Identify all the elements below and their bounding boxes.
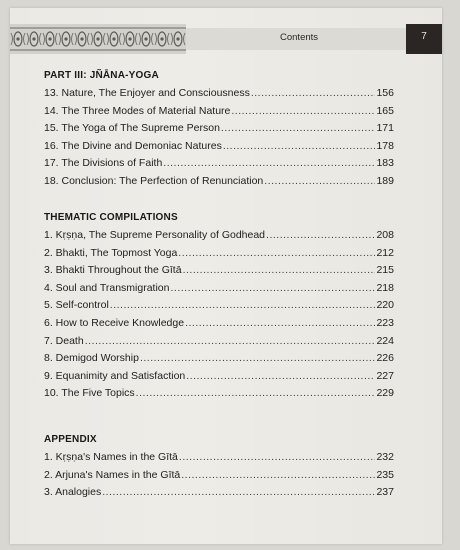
entry-page: 183 [376,157,394,170]
entry-label: 18. Conclusion: The Perfection of Renunciation [44,174,264,187]
entry-page: 156 [376,87,394,99]
dot-leader [185,315,375,333]
entry-page: 220 [376,299,394,312]
dot-leader [266,227,375,245]
entry-page: 229 [376,387,394,400]
toc-entry [44,138,394,156]
dot-leader [171,280,376,298]
section-title: PART III: JÑĀNA-YOGA [44,70,159,81]
entry-page: 189 [376,174,394,187]
toc-entry [44,385,394,403]
entry-label: 9. Equanimity and Satisfaction [44,369,186,382]
dot-leader [85,333,376,351]
dot-leader [231,103,375,121]
toc-entry [44,245,394,263]
entry-page: 171 [376,122,394,135]
entry-page: 212 [376,246,394,259]
entry-label: 6. How to Receive Knowledge [44,316,185,329]
entry-page: 208 [376,229,394,241]
entry-page: 165 [376,104,394,117]
book-page [10,8,442,544]
entry-page: 237 [376,486,394,499]
dot-leader [140,350,376,368]
dot-leader [178,245,375,263]
toc-entry [44,103,394,121]
entry-page: 218 [376,281,394,294]
entry-label: 14. The Three Modes of Material Nature [44,104,231,117]
dot-leader [186,368,375,386]
toc-entry [44,350,394,368]
entry-label: 1. Kṛṣṇa, The Supreme Personality of Godhead [44,229,266,241]
dot-leader [221,120,376,138]
entry-label: 7. Death [44,334,84,347]
entry-label: 1. Kṛṣṇa's Names in the Gītā [44,451,178,463]
section-jnana-yoga [44,70,394,191]
entry-label: 3. Analogies [44,486,102,499]
entry-label: 5. Self-control [44,299,109,312]
entry-label: 3. Bhakti Throughout the Gītā [44,264,182,277]
entry-page: 215 [376,264,394,277]
toc-entry [44,120,394,138]
section-title: APPENDIX [44,434,97,445]
toc-entry [44,173,394,191]
page-number: 7 [421,31,427,42]
entry-label: 2. Bhakti, The Topmost Yoga [44,246,178,259]
toc-entry [44,368,394,386]
page-header [10,24,442,54]
entry-page: 224 [376,334,394,347]
dot-leader [136,385,376,403]
dot-leader [110,297,376,315]
section-thematic-compilations [44,212,394,403]
dot-leader [183,262,376,280]
toc-entry [44,280,394,298]
entry-label: 15. The Yoga of The Supreme Person [44,122,220,135]
dot-leader [181,467,375,485]
toc-entry [44,333,394,351]
entry-page: 227 [376,369,394,382]
dot-leader [251,85,376,103]
entry-page: 178 [376,139,394,152]
entry-page: 223 [376,316,394,329]
entry-label: 8. Demigod Worship [44,352,139,365]
toc-entry [44,484,394,502]
entry-label: 10. The Five Topics [44,387,135,400]
dot-leader [102,484,375,502]
dot-leader [264,173,375,191]
toc-entry [44,155,394,173]
entry-label: 16. The Divine and Demoniac Natures [44,139,222,152]
ornament-pattern-icon [10,24,186,54]
entry-label: 4. Soul and Transmigration [44,281,170,294]
entry-label: 17. The Divisions of Faith [44,157,163,170]
toc-entry [44,449,394,467]
section-appendix [44,434,394,502]
toc-entry [44,85,394,103]
toc-entry [44,467,394,485]
toc-entry [44,297,394,315]
toc-entry [44,227,394,245]
toc-entry [44,315,394,333]
running-header-title: Contents [280,32,319,43]
section-title: THEMATIC COMPILATIONS [44,212,178,223]
page-number-tab [406,24,442,54]
ornamental-border [10,24,186,54]
dot-leader [179,449,376,467]
entry-page: 226 [376,352,394,365]
entry-page: 232 [376,451,394,463]
toc-entry [44,262,394,280]
entry-label: 13. Nature, The Enjoyer and Consciousness [44,87,250,99]
entry-label: 2. Arjuna's Names in the Gītā [44,468,181,481]
dot-leader [163,155,375,173]
dot-leader [223,138,376,156]
entry-page: 235 [376,468,394,481]
